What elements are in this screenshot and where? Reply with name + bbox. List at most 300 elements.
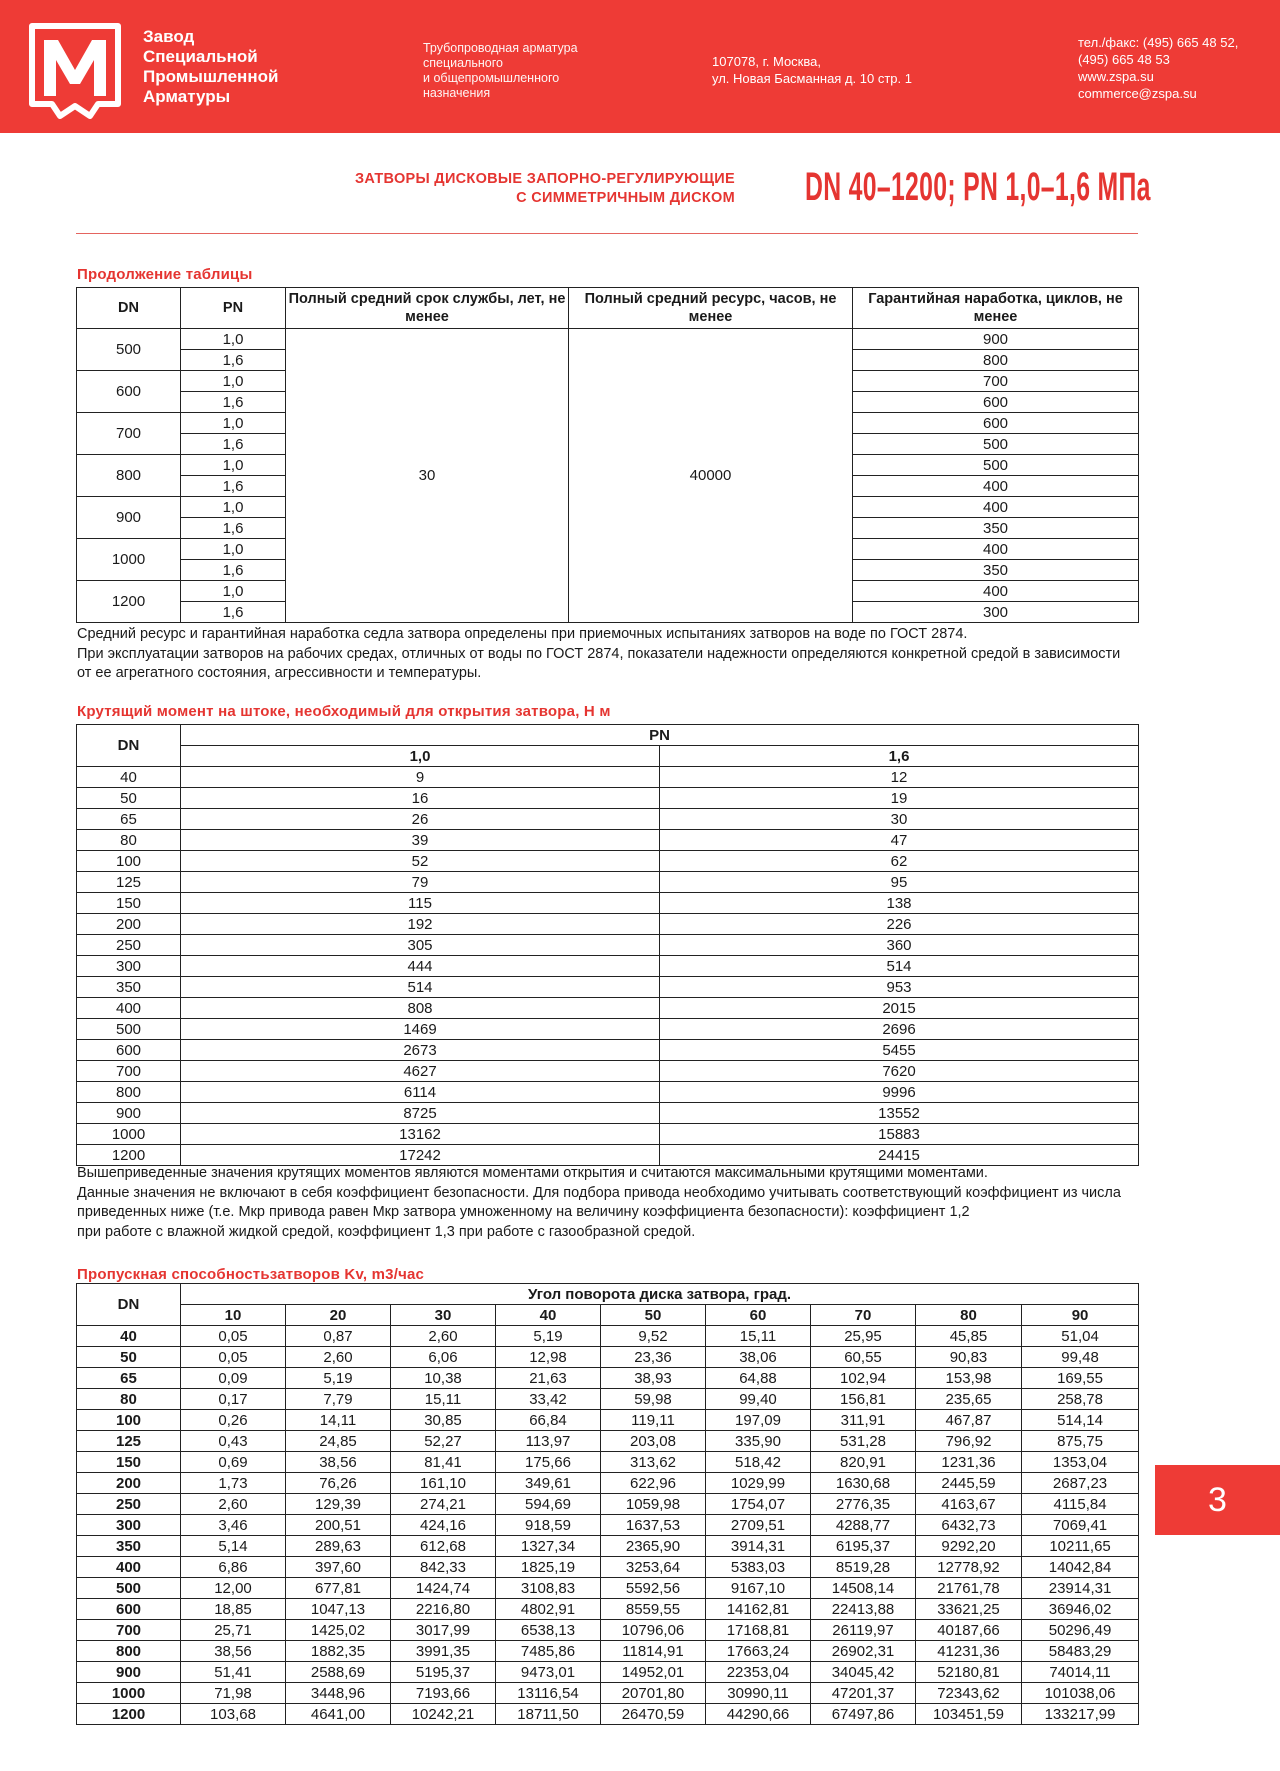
cell-kv: 81,41 (391, 1452, 496, 1473)
company-tagline (423, 41, 578, 101)
table-row (77, 1124, 1139, 1145)
cell-kv: 156,81 (811, 1389, 916, 1410)
table-row (77, 998, 1139, 1019)
cell-kv: 99,48 (1022, 1347, 1139, 1368)
cell-kv: 113,97 (496, 1431, 601, 1452)
cell-dn: 125 (77, 1431, 181, 1452)
note-line: Средний ресурс и гарантийная наработка седла затвора определены при приемочных испытаниях затворов на воде по ГОСТ 2874. (77, 626, 968, 642)
cell-kv: 0,09 (181, 1368, 286, 1389)
table-row (77, 1040, 1139, 1061)
cell-kv: 38,56 (286, 1452, 391, 1473)
cell-torque-pn-1-0: 8725 (181, 1103, 660, 1124)
cell-torque-pn-1-0: 52 (181, 851, 660, 872)
cell-kv: 796,92 (916, 1431, 1022, 1452)
tagline-line: и общепромышленного (423, 71, 560, 85)
cell-kv: 45,85 (916, 1326, 1022, 1347)
cell-kv: 0,26 (181, 1410, 286, 1431)
cell-kv: 153,98 (916, 1368, 1022, 1389)
cell-kv: 15,11 (706, 1326, 811, 1347)
cell-kv: 26119,97 (811, 1620, 916, 1641)
cell-kv: 289,63 (286, 1536, 391, 1557)
cell-kv: 3448,96 (286, 1683, 391, 1704)
cell-cycles: 400 (853, 581, 1139, 602)
cell-kv: 335,90 (706, 1431, 811, 1452)
cell-kv: 58483,29 (1022, 1641, 1139, 1662)
table-row (77, 1641, 1139, 1662)
cell-dn: 900 (77, 497, 181, 539)
cell-kv: 6,06 (391, 1347, 496, 1368)
cell-kv: 4802,91 (496, 1599, 601, 1620)
cell-dn: 50 (77, 1347, 181, 1368)
note-line: от ее агрегатного состояния, агрессивности и температуры. (77, 665, 482, 681)
cell-kv: 5592,56 (601, 1578, 706, 1599)
cell-dn: 350 (77, 1536, 181, 1557)
cell-torque-pn-1-0: 17242 (181, 1145, 660, 1166)
cell-kv: 50296,49 (1022, 1620, 1139, 1641)
cell-kv: 9,52 (601, 1326, 706, 1347)
cell-dn: 500 (77, 329, 181, 371)
cell-dn: 600 (77, 1040, 181, 1061)
cell-kv: 311,91 (811, 1410, 916, 1431)
cell-kv: 64,88 (706, 1368, 811, 1389)
cell-kv: 5195,37 (391, 1662, 496, 1683)
cell-torque-pn-1-0: 808 (181, 998, 660, 1019)
cell-dn: 400 (77, 1557, 181, 1578)
cell-dn: 500 (77, 1578, 181, 1599)
cell-kv: 18,85 (181, 1599, 286, 1620)
cell-kv: 3,46 (181, 1515, 286, 1536)
cell-torque-pn-1-6: 138 (660, 893, 1139, 914)
cell-dn: 100 (77, 1410, 181, 1431)
cell-kv: 14952,01 (601, 1662, 706, 1683)
cell-kv: 3017,99 (391, 1620, 496, 1641)
cell-dn: 900 (77, 1662, 181, 1683)
col-header-angle: 30 (391, 1305, 496, 1326)
table-row (77, 1620, 1139, 1641)
cell-kv: 21761,78 (916, 1578, 1022, 1599)
cell-kv: 918,59 (496, 1515, 601, 1536)
cell-kv: 17663,24 (706, 1641, 811, 1662)
cell-kv: 612,68 (391, 1536, 496, 1557)
phone-line: (495) 665 48 53 (1078, 52, 1170, 67)
cell-kv: 10242,21 (391, 1704, 496, 1725)
cell-kv: 1630,68 (811, 1473, 916, 1494)
cell-kv: 59,98 (601, 1389, 706, 1410)
cell-kv: 1754,07 (706, 1494, 811, 1515)
cell-pn: 1,0 (181, 539, 286, 560)
cell-kv: 6432,73 (916, 1515, 1022, 1536)
cell-kv: 4288,77 (811, 1515, 916, 1536)
cell-kv: 101038,06 (1022, 1683, 1139, 1704)
header-divider (76, 233, 1138, 234)
table-row (77, 830, 1139, 851)
cell-kv: 9292,20 (916, 1536, 1022, 1557)
cell-kv: 1029,99 (706, 1473, 811, 1494)
cell-kv: 71,98 (181, 1683, 286, 1704)
cell-kv: 90,83 (916, 1347, 1022, 1368)
cell-kv: 0,17 (181, 1389, 286, 1410)
cell-kv: 3914,31 (706, 1536, 811, 1557)
cell-kv: 51,04 (1022, 1326, 1139, 1347)
cell-dn: 900 (77, 1103, 181, 1124)
cell-kv: 397,60 (286, 1557, 391, 1578)
cell-cycles: 400 (853, 497, 1139, 518)
email-link[interactable]: commerce@zspa.su (1078, 86, 1197, 101)
table-row (77, 893, 1139, 914)
cell-kv: 23,36 (601, 1347, 706, 1368)
cell-kv: 17168,81 (706, 1620, 811, 1641)
cell-kv: 24,85 (286, 1431, 391, 1452)
cell-pn: 1,0 (181, 497, 286, 518)
cell-kv: 25,71 (181, 1620, 286, 1641)
cell-kv: 129,39 (286, 1494, 391, 1515)
cell-kv: 60,55 (811, 1347, 916, 1368)
cell-torque-pn-1-6: 514 (660, 956, 1139, 977)
cell-torque-pn-1-0: 2673 (181, 1040, 660, 1061)
cell-kv: 12778,92 (916, 1557, 1022, 1578)
col-header-angle: 90 (1022, 1305, 1139, 1326)
cell-kv: 52180,81 (916, 1662, 1022, 1683)
cell-kv: 2709,51 (706, 1515, 811, 1536)
cell-cycles: 600 (853, 392, 1139, 413)
cell-dn: 1200 (77, 1145, 181, 1166)
cell-dn: 300 (77, 956, 181, 977)
cell-cycles: 300 (853, 602, 1139, 623)
cell-dn: 400 (77, 998, 181, 1019)
cell-kv: 14162,81 (706, 1599, 811, 1620)
cell-dn: 65 (77, 809, 181, 830)
cell-kv: 4641,00 (286, 1704, 391, 1725)
cell-kv: 14042,84 (1022, 1557, 1139, 1578)
cell-dn: 800 (77, 1641, 181, 1662)
cell-torque-pn-1-6: 7620 (660, 1061, 1139, 1082)
cell-kv: 4115,84 (1022, 1494, 1139, 1515)
cell-kv: 51,41 (181, 1662, 286, 1683)
col-header-angle: 60 (706, 1305, 811, 1326)
cell-kv: 3253,64 (601, 1557, 706, 1578)
cell-kv: 1882,35 (286, 1641, 391, 1662)
address-line: ул. Новая Басманная д. 10 стр. 1 (712, 71, 912, 86)
cell-torque-pn-1-0: 6114 (181, 1082, 660, 1103)
table-row (77, 872, 1139, 893)
cell-kv: 197,09 (706, 1410, 811, 1431)
company-logo (28, 22, 122, 120)
cell-kv: 313,62 (601, 1452, 706, 1473)
cell-kv: 10,38 (391, 1368, 496, 1389)
cell-kv: 44290,66 (706, 1704, 811, 1725)
cell-kv: 74014,11 (1022, 1662, 1139, 1683)
cell-kv: 594,69 (496, 1494, 601, 1515)
tagline-line: специального (423, 56, 503, 70)
cell-torque-pn-1-0: 39 (181, 830, 660, 851)
note-line: Вышеприведенные значения крутящих моментов являются моментами открытия и считаются максимальными крутящими моментами. (77, 1165, 988, 1181)
cell-torque-pn-1-6: 953 (660, 977, 1139, 998)
table-row (77, 1473, 1139, 1494)
cell-kv: 36946,02 (1022, 1599, 1139, 1620)
cell-kv: 4163,67 (916, 1494, 1022, 1515)
cell-kv: 30,85 (391, 1410, 496, 1431)
note-line: При эксплуатации затворов на рабочих средах, отличных от воды по ГОСТ 2874, показатели надежности определяются конкретной средой в зависимости (77, 645, 1121, 662)
table-row (77, 935, 1139, 956)
col-header-angle-group: Угол поворота диска затвора, град. (181, 1284, 1139, 1305)
cell-kv: 33,42 (496, 1389, 601, 1410)
cell-cycles: 800 (853, 350, 1139, 371)
cell-kv: 15,11 (391, 1389, 496, 1410)
cell-kv: 66,84 (496, 1410, 601, 1431)
cell-kv: 103,68 (181, 1704, 286, 1725)
cell-dn: 80 (77, 1389, 181, 1410)
cell-kv: 2,60 (391, 1326, 496, 1347)
col-header-dn: DN (77, 1284, 181, 1326)
cell-resource: 40000 (569, 329, 853, 623)
col-header-pn: PN (181, 725, 1139, 746)
cell-torque-pn-1-0: 1469 (181, 1019, 660, 1040)
cell-dn: 700 (77, 413, 181, 455)
cell-torque-pn-1-6: 62 (660, 851, 1139, 872)
cell-kv: 8519,28 (811, 1557, 916, 1578)
cell-dn: 250 (77, 1494, 181, 1515)
cell-kv: 38,56 (181, 1641, 286, 1662)
cell-kv: 0,05 (181, 1347, 286, 1368)
note-line: Данные значения не включают в себя коэффициент безопасности. Для подбора привода необходимо учитывать соответствующий коэффициент из числа (77, 1184, 1121, 1201)
cell-kv: 5,19 (496, 1326, 601, 1347)
cell-kv: 23914,31 (1022, 1578, 1139, 1599)
cell-torque-pn-1-6: 95 (660, 872, 1139, 893)
cell-kv: 5383,03 (706, 1557, 811, 1578)
cell-kv: 274,21 (391, 1494, 496, 1515)
table-row (77, 1599, 1139, 1620)
cell-torque-pn-1-0: 192 (181, 914, 660, 935)
col-header-resource: Полный средний ресурс, часов, не менее (569, 288, 853, 329)
cell-dn: 40 (77, 1326, 181, 1347)
cell-dn: 700 (77, 1620, 181, 1641)
cell-kv: 2776,35 (811, 1494, 916, 1515)
table1-notes (77, 625, 1147, 684)
col-header-dn: DN (77, 288, 181, 329)
cell-kv: 9473,01 (496, 1662, 601, 1683)
col-header-pn-1-6: 1,6 (660, 746, 1139, 767)
cell-torque-pn-1-0: 79 (181, 872, 660, 893)
cell-kv: 1047,13 (286, 1599, 391, 1620)
cell-pn: 1,6 (181, 602, 286, 623)
cell-kv: 531,28 (811, 1431, 916, 1452)
cell-kv: 2588,69 (286, 1662, 391, 1683)
cell-kv: 200,51 (286, 1515, 391, 1536)
cell-kv: 161,10 (391, 1473, 496, 1494)
cell-torque-pn-1-6: 2015 (660, 998, 1139, 1019)
title-line: С СИММЕТРИЧНЫМ ДИСКОМ (516, 190, 735, 206)
cell-service-life: 30 (286, 329, 569, 623)
table-row (77, 1326, 1139, 1347)
cell-torque-pn-1-6: 2696 (660, 1019, 1139, 1040)
cell-torque-pn-1-0: 9 (181, 767, 660, 788)
tagline-line: Трубопроводная арматура (423, 41, 578, 55)
cell-kv: 22413,88 (811, 1599, 916, 1620)
cell-torque-pn-1-0: 13162 (181, 1124, 660, 1145)
cell-dn: 40 (77, 767, 181, 788)
cell-dn: 200 (77, 914, 181, 935)
cell-kv: 102,94 (811, 1368, 916, 1389)
cell-cycles: 600 (853, 413, 1139, 434)
cell-pn: 1,6 (181, 392, 286, 413)
cell-kv: 2216,80 (391, 1599, 496, 1620)
cell-kv: 6538,13 (496, 1620, 601, 1641)
table-row (77, 1704, 1139, 1725)
cell-kv: 875,75 (1022, 1431, 1139, 1452)
cell-dn: 1200 (77, 581, 181, 623)
col-header-dn: DN (77, 725, 181, 767)
company-contacts (1078, 34, 1238, 102)
cell-torque-pn-1-6: 24415 (660, 1145, 1139, 1166)
col-header-angle: 80 (916, 1305, 1022, 1326)
company-name-line: Специальной (143, 47, 258, 66)
cell-cycles: 700 (853, 371, 1139, 392)
cell-torque-pn-1-0: 16 (181, 788, 660, 809)
cell-torque-pn-1-0: 115 (181, 893, 660, 914)
table-row (77, 977, 1139, 998)
cell-kv: 1327,34 (496, 1536, 601, 1557)
cell-dn: 600 (77, 1599, 181, 1620)
cell-kv: 10211,65 (1022, 1536, 1139, 1557)
cell-kv: 514,14 (1022, 1410, 1139, 1431)
cell-kv: 3108,83 (496, 1578, 601, 1599)
col-header-angle: 50 (601, 1305, 706, 1326)
cell-pn: 1,0 (181, 455, 286, 476)
cell-kv: 1425,02 (286, 1620, 391, 1641)
note-line: при работе с влажной жидкой средой, коэффициент 1,3 при работе с газообразной средой. (77, 1223, 696, 1240)
cell-dn: 125 (77, 872, 181, 893)
cell-kv: 467,87 (916, 1410, 1022, 1431)
cell-torque-pn-1-0: 305 (181, 935, 660, 956)
table-row (77, 809, 1139, 830)
table-row (77, 914, 1139, 935)
cell-kv: 1231,36 (916, 1452, 1022, 1473)
document-range: DN 40–1200; PN 1,0–1,6 МПа (805, 165, 1151, 209)
cell-kv: 22353,04 (706, 1662, 811, 1683)
col-header-angle: 40 (496, 1305, 601, 1326)
cell-kv: 14,11 (286, 1410, 391, 1431)
cell-kv: 622,96 (601, 1473, 706, 1494)
cell-dn: 150 (77, 1452, 181, 1473)
cell-kv: 40187,66 (916, 1620, 1022, 1641)
page-number: 3 (1155, 1465, 1280, 1535)
cell-kv: 258,78 (1022, 1389, 1139, 1410)
cell-cycles: 400 (853, 539, 1139, 560)
phone-line: тел./факс: (495) 665 48 52, (1078, 35, 1239, 50)
website-link[interactable]: www.zspa.su (1078, 69, 1154, 84)
cell-cycles: 500 (853, 434, 1139, 455)
table1-title: Продолжение таблицы (77, 266, 253, 283)
cell-kv: 1637,53 (601, 1515, 706, 1536)
cell-kv: 7193,66 (391, 1683, 496, 1704)
company-name-line: Промышленной (143, 67, 279, 86)
col-header-cycles: Гарантийная наработка, циклов, не менее (853, 288, 1139, 329)
cell-torque-pn-1-6: 226 (660, 914, 1139, 935)
cell-kv: 8559,55 (601, 1599, 706, 1620)
cell-dn: 800 (77, 455, 181, 497)
cell-kv: 0,69 (181, 1452, 286, 1473)
company-name (143, 27, 278, 107)
cell-kv: 2687,23 (1022, 1473, 1139, 1494)
cell-kv: 235,65 (916, 1389, 1022, 1410)
cell-torque-pn-1-6: 30 (660, 809, 1139, 830)
cell-kv: 2365,90 (601, 1536, 706, 1557)
cell-kv: 677,81 (286, 1578, 391, 1599)
cell-kv: 203,08 (601, 1431, 706, 1452)
cell-kv: 12,98 (496, 1347, 601, 1368)
cell-kv: 10796,06 (601, 1620, 706, 1641)
cell-kv: 175,66 (496, 1452, 601, 1473)
cell-dn: 1000 (77, 1124, 181, 1145)
table2-title: Крутящий момент на штоке, необходимый для открытия затвора, Н м (77, 703, 611, 720)
cell-cycles: 350 (853, 560, 1139, 581)
cell-cycles: 900 (853, 329, 1139, 350)
table-row (77, 1494, 1139, 1515)
cell-kv: 38,06 (706, 1347, 811, 1368)
cell-dn: 200 (77, 1473, 181, 1494)
col-header-pn-1-0: 1,0 (181, 746, 660, 767)
cell-cycles: 400 (853, 476, 1139, 497)
col-header-angle: 20 (286, 1305, 391, 1326)
cell-kv: 7,79 (286, 1389, 391, 1410)
cell-kv: 2,60 (181, 1494, 286, 1515)
cell-kv: 2,60 (286, 1347, 391, 1368)
table-row (77, 1683, 1139, 1704)
cell-pn: 1,6 (181, 434, 286, 455)
table-row (77, 1145, 1139, 1166)
cell-torque-pn-1-0: 26 (181, 809, 660, 830)
cell-dn: 1000 (77, 1683, 181, 1704)
table-row (77, 1431, 1139, 1452)
cell-kv: 6,86 (181, 1557, 286, 1578)
cell-dn: 300 (77, 1515, 181, 1536)
cell-cycles: 350 (853, 518, 1139, 539)
table-row (77, 1662, 1139, 1683)
table-row (77, 1389, 1139, 1410)
cell-kv: 12,00 (181, 1578, 286, 1599)
table-row (77, 1061, 1139, 1082)
cell-kv: 11814,91 (601, 1641, 706, 1662)
address-line: 107078, г. Москва, (712, 54, 821, 69)
cell-dn: 250 (77, 935, 181, 956)
cell-kv: 1424,74 (391, 1578, 496, 1599)
cell-cycles: 500 (853, 455, 1139, 476)
header-bar (0, 0, 1280, 133)
cell-dn: 500 (77, 1019, 181, 1040)
table-row (77, 1578, 1139, 1599)
cell-kv: 349,61 (496, 1473, 601, 1494)
cell-torque-pn-1-6: 47 (660, 830, 1139, 851)
cell-kv: 5,14 (181, 1536, 286, 1557)
cell-kv: 119,11 (601, 1410, 706, 1431)
table-row (77, 851, 1139, 872)
table-row (77, 1536, 1139, 1557)
cell-kv: 6195,37 (811, 1536, 916, 1557)
cell-kv: 18711,50 (496, 1704, 601, 1725)
cell-pn: 1,0 (181, 371, 286, 392)
table-row (77, 788, 1139, 809)
col-header-pn: PN (181, 288, 286, 329)
cell-pn: 1,0 (181, 329, 286, 350)
cell-kv: 25,95 (811, 1326, 916, 1347)
note-line: приведенных ниже (т.е. Мкр привода равен Мкр затвора умноженному на величину коэффициента безопасности): коэффициент 1,2 (77, 1204, 970, 1220)
cell-torque-pn-1-6: 13552 (660, 1103, 1139, 1124)
table-row (77, 1557, 1139, 1578)
table2-notes (77, 1164, 1147, 1242)
cell-dn: 700 (77, 1061, 181, 1082)
cell-kv: 7069,41 (1022, 1515, 1139, 1536)
table-row (77, 1103, 1139, 1124)
